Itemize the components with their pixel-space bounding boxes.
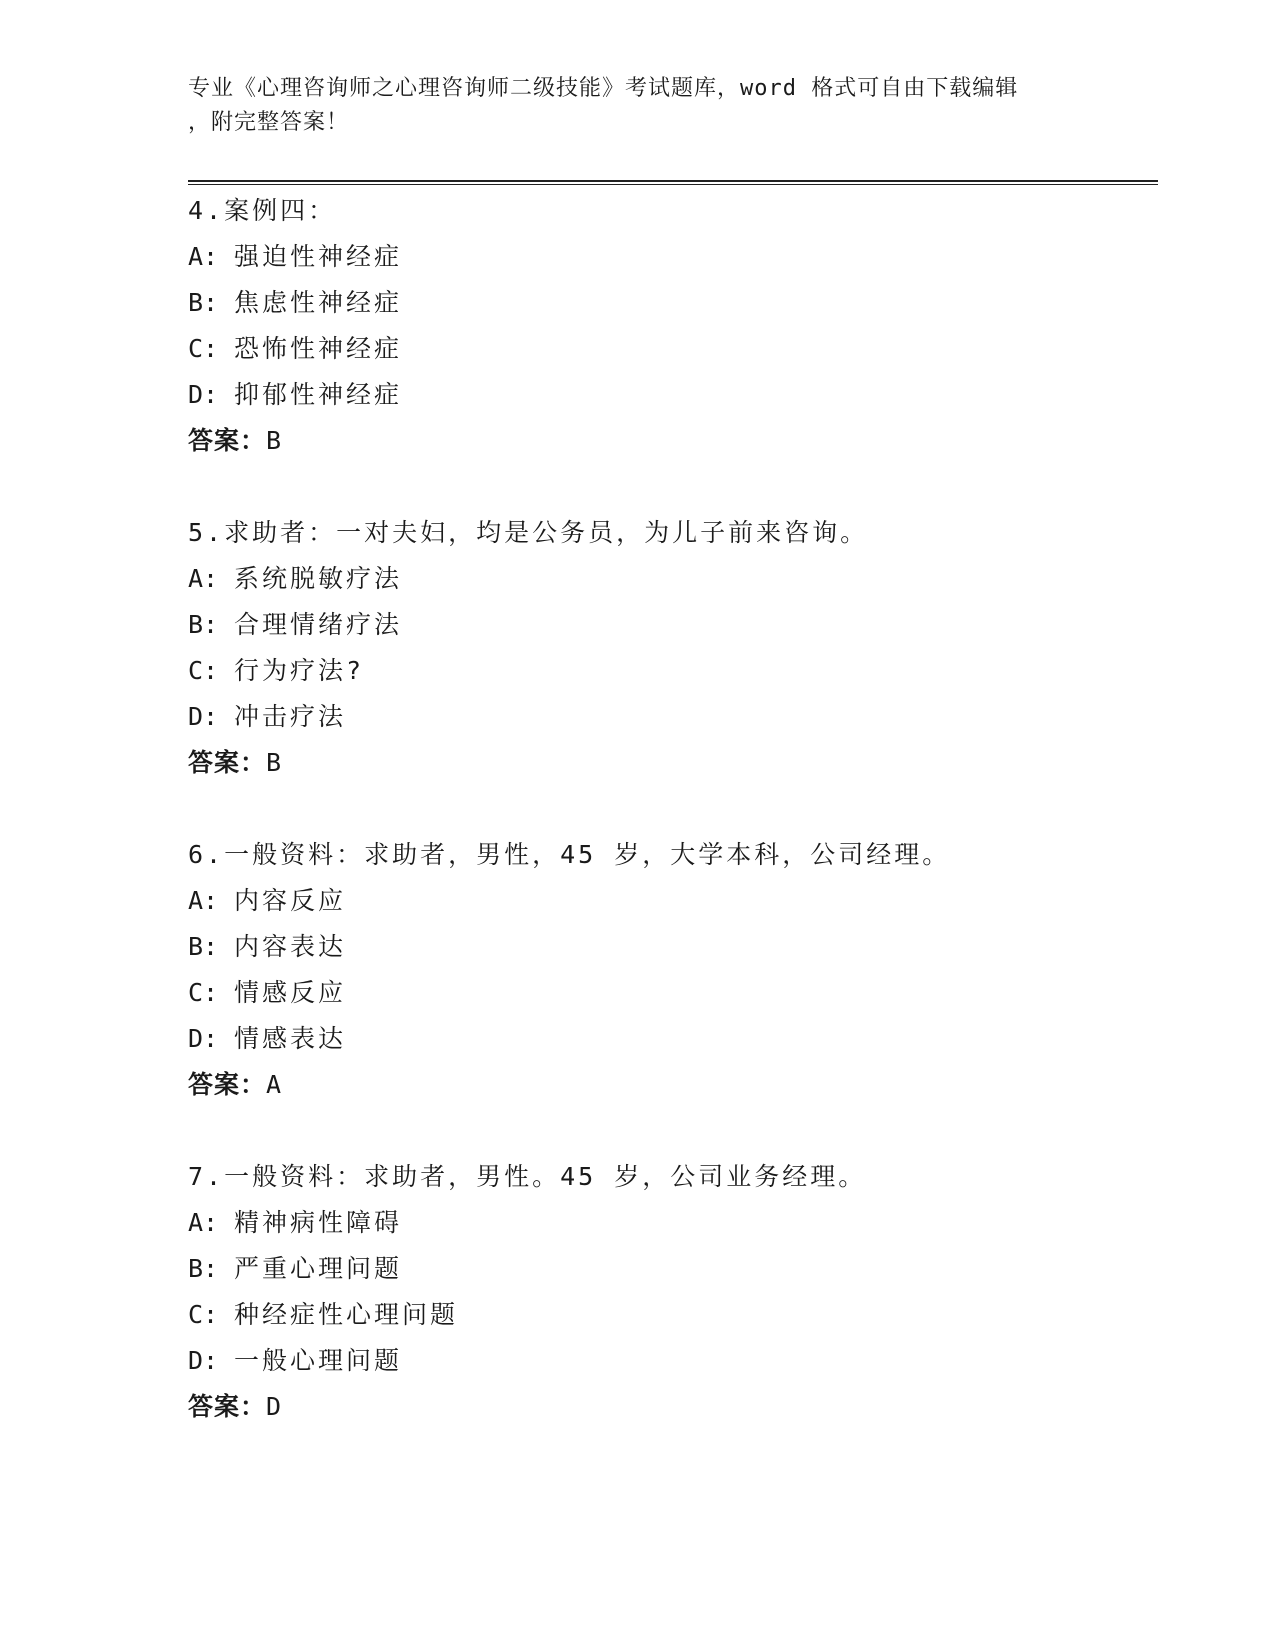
option-c xyxy=(188,326,1158,372)
option-letter: A: xyxy=(188,886,219,915)
question-stem: 7.一般资料：求助者，男性。45 岁，公司业务经理。 xyxy=(188,1162,867,1191)
option-c xyxy=(188,648,1158,694)
option-d xyxy=(188,1338,1158,1384)
option-c xyxy=(188,970,1158,1016)
document-header xyxy=(188,72,1088,140)
option-text: 内容反应 xyxy=(234,886,347,915)
option-letter: D: xyxy=(188,1346,219,1375)
answer-line xyxy=(188,418,1158,464)
option-text: 情感表达 xyxy=(234,1024,347,1053)
option-text: 抑郁性神经症 xyxy=(234,380,403,409)
option-text: 冲击疗法 xyxy=(234,702,347,731)
option-text: 精神病性障碍 xyxy=(234,1208,403,1237)
answer-label: 答案： xyxy=(188,748,267,777)
header-line-1: 专业《心理咨询师之心理咨询师二级技能》考试题库，word 格式可自由下载编辑 xyxy=(188,76,1019,101)
answer-value: A xyxy=(266,1070,282,1099)
answer-line xyxy=(188,740,1158,786)
option-b xyxy=(188,1246,1158,1292)
answer-value: B xyxy=(266,748,282,777)
option-text: 系统脱敏疗法 xyxy=(234,564,403,593)
question-item xyxy=(188,510,1158,786)
option-text: 情感反应 xyxy=(234,978,347,1007)
option-text: 恐怖性神经症 xyxy=(234,334,403,363)
option-letter: B: xyxy=(188,288,219,317)
option-text: 焦虑性神经症 xyxy=(234,288,403,317)
answer-line xyxy=(188,1062,1158,1108)
option-text: 合理情绪疗法 xyxy=(234,610,403,639)
question-item xyxy=(188,832,1158,1108)
option-letter: D: xyxy=(188,380,219,409)
question-stem: 4.案例四： xyxy=(188,196,337,225)
option-d xyxy=(188,1016,1158,1062)
option-b xyxy=(188,924,1158,970)
option-letter: C: xyxy=(188,1300,219,1329)
option-a xyxy=(188,1200,1158,1246)
question-item xyxy=(188,1154,1158,1430)
option-letter: C: xyxy=(188,656,219,685)
option-letter: B: xyxy=(188,610,219,639)
option-text: 种经症性心理问题 xyxy=(234,1300,459,1329)
answer-label: 答案： xyxy=(188,426,267,455)
answer-label: 答案： xyxy=(188,1070,267,1099)
option-b xyxy=(188,280,1158,326)
question-list xyxy=(188,188,1158,1476)
header-line-2: ，附完整答案！ xyxy=(188,110,350,135)
option-a xyxy=(188,878,1158,924)
question-stem: 6.一般资料：求助者，男性，45 岁，大学本科，公司经理。 xyxy=(188,840,951,869)
answer-label: 答案： xyxy=(188,1392,267,1421)
option-a xyxy=(188,556,1158,602)
option-letter: B: xyxy=(188,932,219,961)
answer-value: D xyxy=(266,1392,282,1421)
option-b xyxy=(188,602,1158,648)
option-text: 行为疗法? xyxy=(234,656,365,685)
option-letter: D: xyxy=(188,702,219,731)
question-stem: 5.求助者：一对夫妇，均是公务员，为儿子前来咨询。 xyxy=(188,518,869,547)
answer-value: B xyxy=(266,426,282,455)
option-letter: A: xyxy=(188,242,219,271)
option-letter: C: xyxy=(188,334,219,363)
header-divider xyxy=(188,180,1158,185)
option-d xyxy=(188,694,1158,740)
option-letter: A: xyxy=(188,1208,219,1237)
option-text: 严重心理问题 xyxy=(234,1254,403,1283)
option-text: 强迫性神经症 xyxy=(234,242,403,271)
option-d xyxy=(188,372,1158,418)
option-letter: A: xyxy=(188,564,219,593)
answer-line xyxy=(188,1384,1158,1430)
option-text: 一般心理问题 xyxy=(234,1346,403,1375)
option-text: 内容表达 xyxy=(234,932,347,961)
option-letter: B: xyxy=(188,1254,219,1283)
option-a xyxy=(188,234,1158,280)
question-item xyxy=(188,188,1158,464)
option-letter: C: xyxy=(188,978,219,1007)
option-c xyxy=(188,1292,1158,1338)
option-letter: D: xyxy=(188,1024,219,1053)
